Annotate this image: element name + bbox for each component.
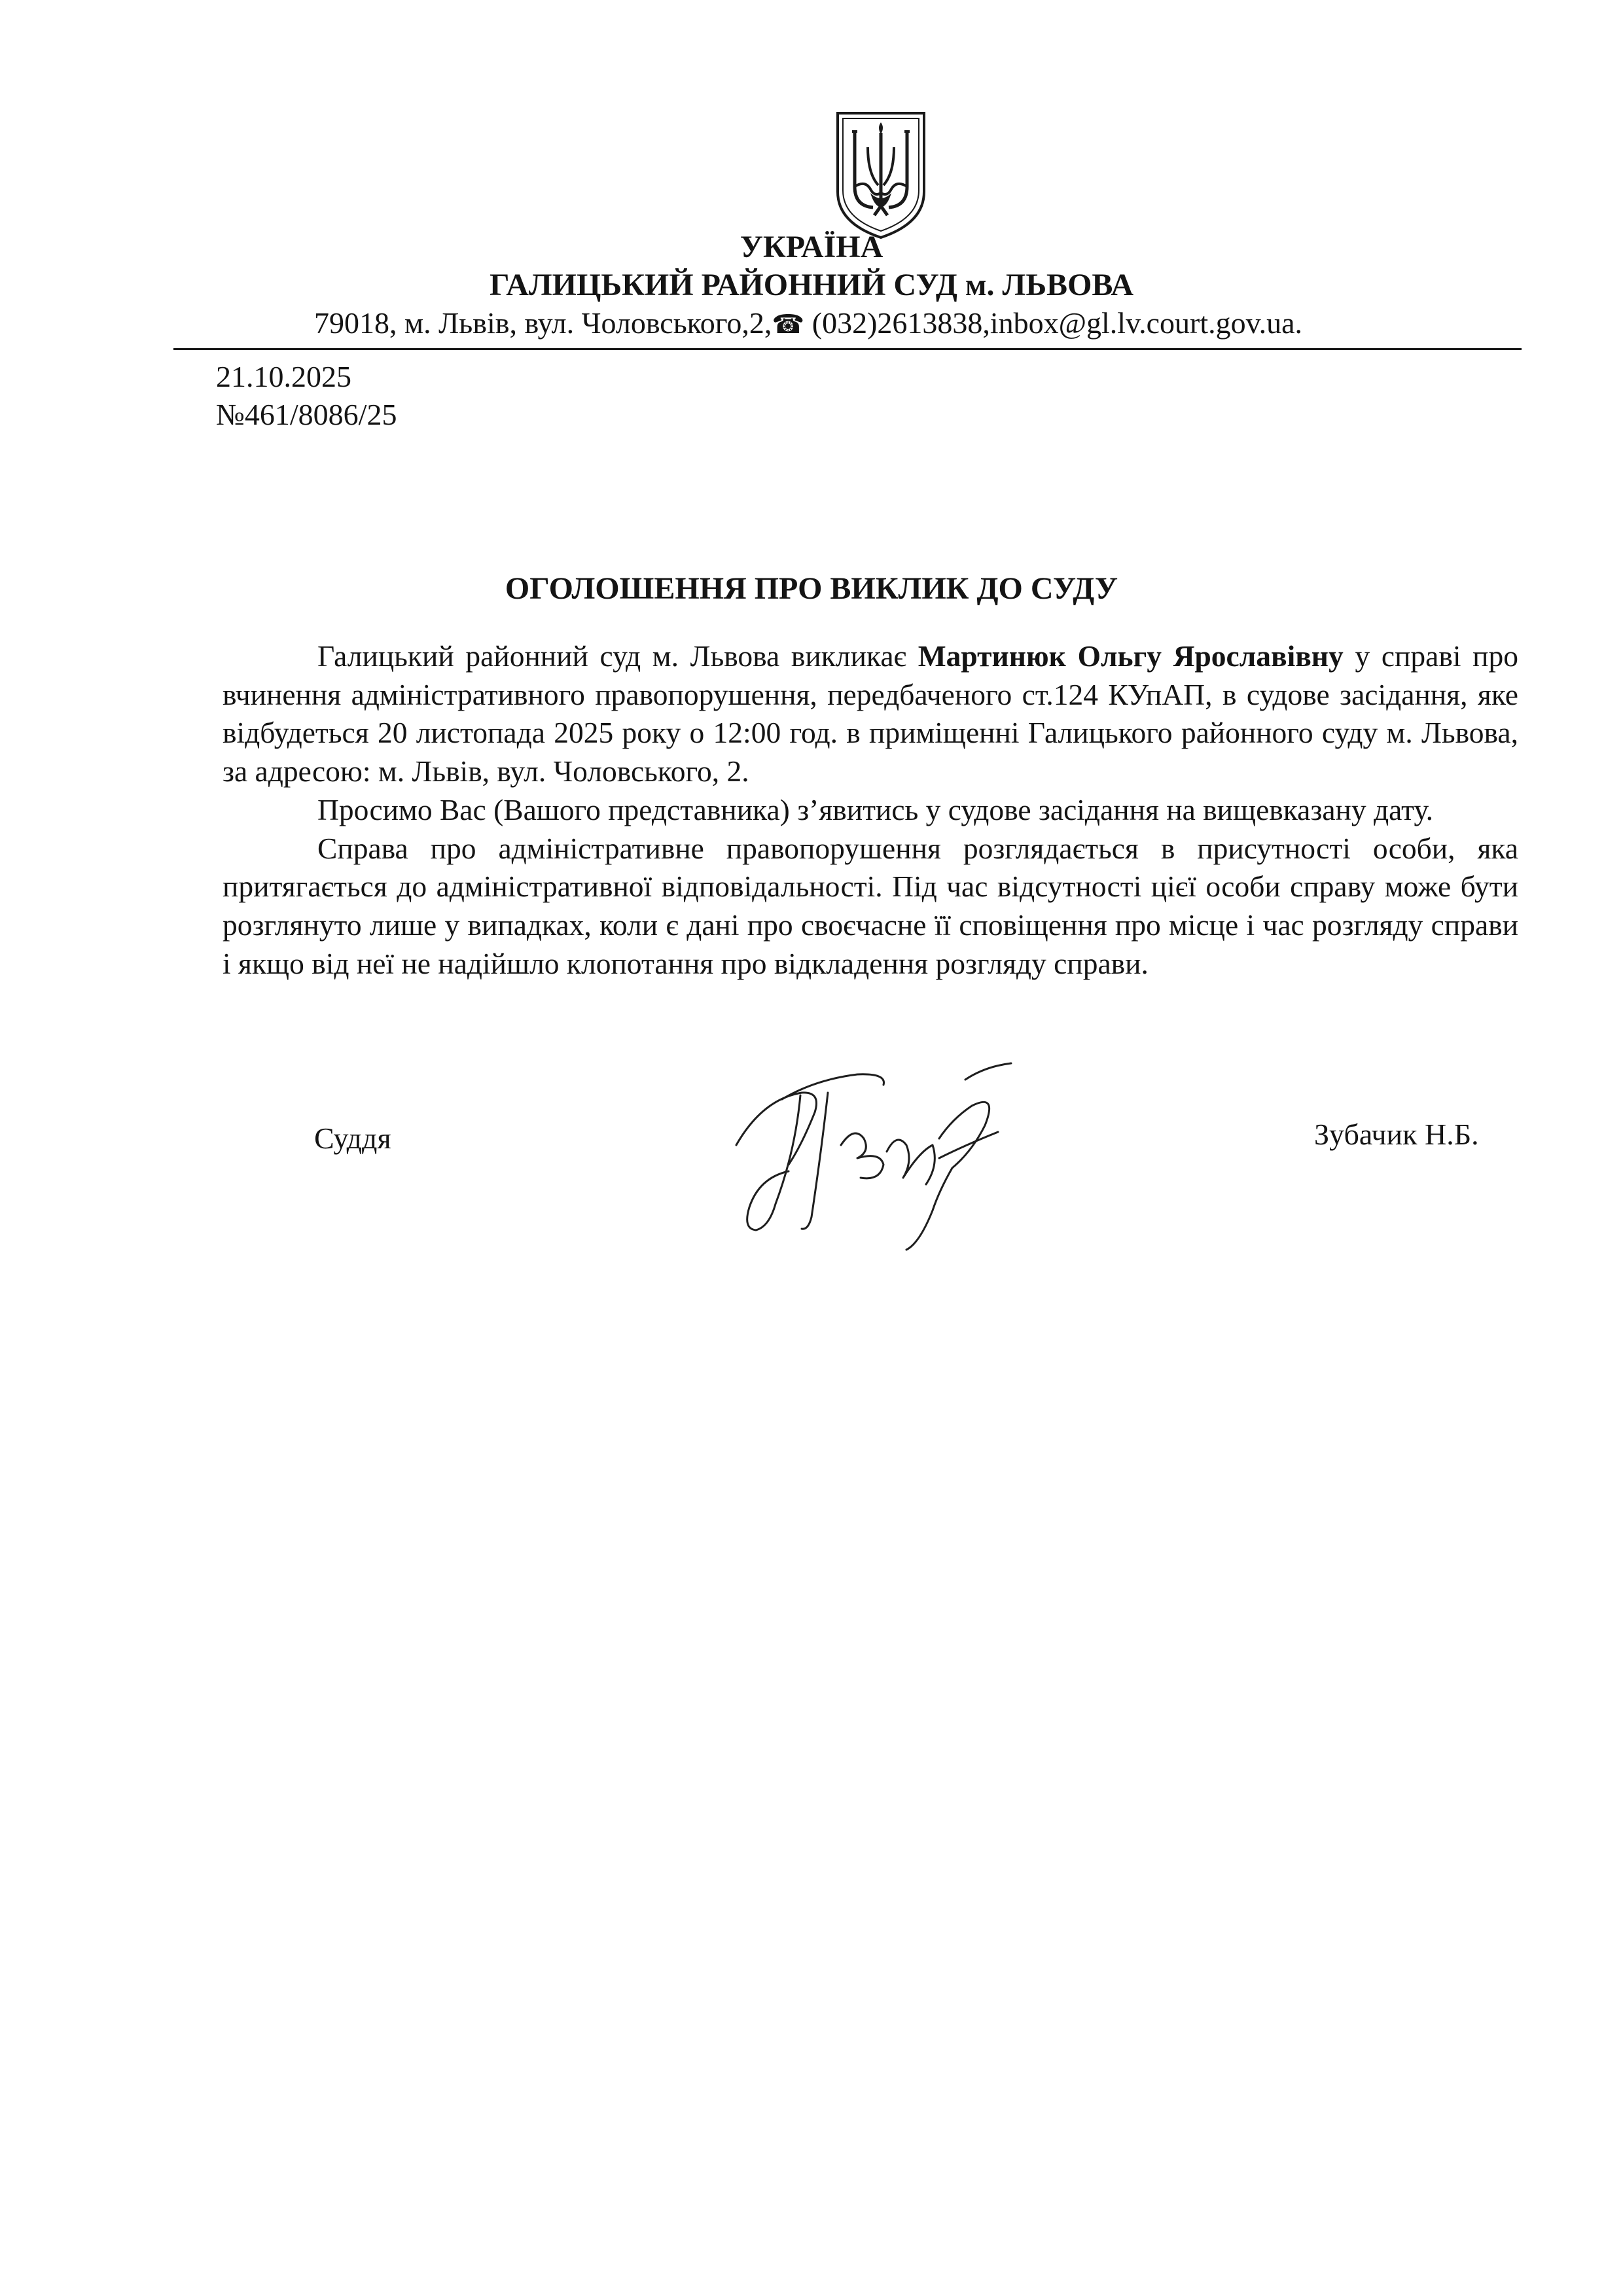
paragraph-procedure: Справа про адміністративне правопорушення розглядається в присутності особи, яка притягається до адміністративної відповідальності. Під час відсутності цієї особи справу може бути розглянуто лише у випадках, коли є дані про своєчасне її сповіщення про місце і час розгляду справи і якщо від неї не надійшло клопотання про відкладення розгляду справи. <box>223 831 1518 980</box>
address-text: 79018, м. Львів, вул. Чоловського,2, <box>314 306 772 340</box>
handwritten-signature <box>723 1053 1024 1263</box>
contacts-text: (032)2613838,inbox@gl.lv.court.gov.ua. <box>804 306 1303 340</box>
header-divider <box>173 348 1522 350</box>
paragraph-summons-rest: у справі про вчинення адміністративного правопорушення, передбаченого ст.124 КУпАП, в судове засідання, яке відбудеться 20 листопада 2025 року о 12:00 год. в приміщенні Галицького районного суду м. Львова, за адресою: м. Львів, вул. Чоловського, 2. <box>223 639 1519 788</box>
court-name-heading: ГАЛИЦЬКИЙ РАЙОННИЙ СУД м. ЛЬВОВА <box>489 268 1134 302</box>
judge-name: Зубачик Н.Б. <box>1314 1118 1479 1151</box>
telephone-icon: ☎ <box>772 309 805 339</box>
paragraph-request: Просимо Вас (Вашого представника) з’явитись у судове засідання на вищевказану дату. <box>317 792 1434 826</box>
coat-of-arms-icon <box>831 108 931 242</box>
document-title: ОГОЛОШЕННЯ ПРО ВИКЛИК ДО СУДУ <box>505 571 1118 606</box>
document-body <box>223 637 1518 983</box>
country-heading: УКРАЇНА <box>740 230 883 264</box>
paragraph-summons-lead: Галицький районний суд м. Львова викликає <box>317 639 918 673</box>
paragraph-summons <box>223 637 1518 791</box>
document-date: 21.10.2025 <box>216 360 351 393</box>
court-address-line <box>314 305 1302 343</box>
registration-number: №461/8086/25 <box>216 398 397 431</box>
summoned-person-name: Мартинюк Ольгу Ярославівну <box>918 639 1344 673</box>
judge-role-label: Суддя <box>314 1122 391 1155</box>
